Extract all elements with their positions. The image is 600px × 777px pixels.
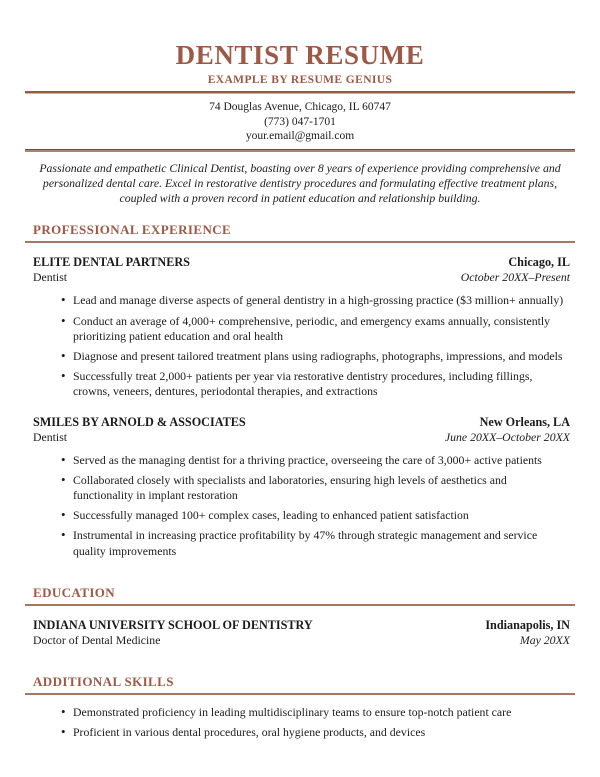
section-heading-experience: PROFESSIONAL EXPERIENCE	[25, 222, 575, 243]
contact-email: your.email@gmail.com	[245, 130, 355, 143]
bullet-item	[25, 293, 575, 308]
company-name: ELITE DENTAL PARTNERS	[33, 255, 190, 270]
education-header-row	[25, 618, 575, 633]
education-subheader-row	[25, 633, 575, 648]
bullet-text: Successfully managed 100+ complex cases, leading to enhanced patient satisfaction	[73, 508, 469, 523]
bullet-item	[25, 473, 575, 503]
bullet-dot	[61, 527, 66, 543]
bullet-dot	[61, 724, 66, 740]
bullet-item	[25, 725, 575, 740]
bullet-text: Demonstrated proficiency in leading multidisciplinary teams to ensure top-notch patient care	[73, 704, 512, 719]
section-heading-skills: ADDITIONAL SKILLS	[25, 674, 575, 695]
section-professional-experience	[25, 222, 575, 558]
summary-paragraph: Passionate and empathetic Clinical Dentist, boasting over 8 years of experience providing comprehensive and personalized dental care. Excel in restorative dentistry procedures and formulating effective treatment plans, coupled with a proven record in patient education and relationship building.	[39, 160, 561, 206]
bullet-dot	[61, 313, 66, 329]
job-dates: October 20XX–Present	[460, 270, 570, 285]
company-name: SMILES BY ARNOLD & ASSOCIATES	[33, 414, 246, 429]
job-location: New Orleans, LA	[479, 414, 570, 429]
bullet-text: Collaborated closely with specialists and laboratories, ensuring high levels of aesthetics and functionality in implant restoration	[73, 472, 507, 503]
bullet-item	[25, 369, 575, 399]
bullet-dot	[61, 472, 66, 488]
bullet-dot	[61, 452, 66, 468]
job-role: Dentist	[33, 429, 68, 444]
bullet-dot	[61, 704, 66, 720]
bullet-item	[25, 314, 575, 344]
job-header-row	[25, 255, 575, 270]
job-subheader-row	[25, 270, 575, 285]
job-bullet-list	[25, 293, 575, 399]
bullet-text: Proficient in various dental procedures, oral hygiene products, and devices	[73, 725, 426, 740]
bullet-text: Lead and manage diverse aspects of general dentistry in a high-grossing practice ($3 million+ annually)	[73, 293, 564, 308]
bullet-item	[25, 705, 575, 720]
bullet-item	[25, 508, 575, 523]
job-bullet-list	[25, 453, 575, 559]
job-entry-smiles-by-arnold	[25, 415, 575, 559]
bullet-text: Instrumental in increasing practice profitability by 47% through strategic management and service quality improvements	[73, 528, 538, 558]
bullet-item	[25, 453, 575, 468]
bullet-dot	[61, 292, 66, 308]
bullet-dot	[61, 368, 66, 384]
page-title: DENTIST RESUME	[175, 40, 425, 70]
skills-bullet-list	[25, 705, 575, 740]
job-role: Dentist	[33, 270, 68, 285]
resume-header	[25, 42, 575, 206]
bullet-text: Served as the managing dentist for a thriving practice, overseeing the care of 3,000+ active patients	[73, 452, 542, 467]
education-entry	[25, 618, 575, 648]
header-divider-bottom	[25, 149, 575, 152]
bullet-item	[25, 349, 575, 364]
bullet-text: Diagnose and present tailored treatment plans using radiographs, photographs, impressions, and models	[73, 349, 563, 363]
job-dates: June 20XX–October 20XX	[444, 429, 570, 444]
bullet-text: Conduct an average of 4,000+ comprehensive, periodic, and emergency exams annually, consistently prioritizing patient education and oral health	[73, 313, 551, 343]
job-location: Chicago, IL	[508, 255, 570, 270]
bullet-dot	[61, 348, 66, 364]
section-education	[25, 585, 575, 648]
job-subheader-row	[25, 430, 575, 445]
degree-name: Doctor of Dental Medicine	[33, 632, 161, 647]
bullet-item	[25, 528, 575, 558]
section-additional-skills	[25, 674, 575, 740]
graduation-date: May 20XX	[519, 632, 570, 647]
contact-block	[25, 100, 575, 144]
school-location: Indianapolis, IN	[485, 617, 570, 632]
bullet-text: Successfully treat 2,000+ patients per year via restorative dentistry procedures, including fillings, crowns, veneers, dentures, periodontal therapies, and extractions	[73, 369, 533, 399]
job-header-row	[25, 415, 575, 430]
school-name: INDIANA UNIVERSITY SCHOOL OF DENTISTRY	[33, 617, 313, 632]
contact-address: 74 Douglas Avenue, Chicago, IL 60747	[209, 101, 391, 113]
contact-phone: (773) 047-1701	[264, 115, 336, 128]
section-heading-education: EDUCATION	[25, 585, 575, 606]
resume-subtitle: EXAMPLE BY RESUME GENIUS	[207, 74, 393, 86]
bullet-dot	[61, 507, 66, 523]
header-divider-top	[25, 91, 575, 94]
job-entry-elite-dental	[25, 255, 575, 399]
